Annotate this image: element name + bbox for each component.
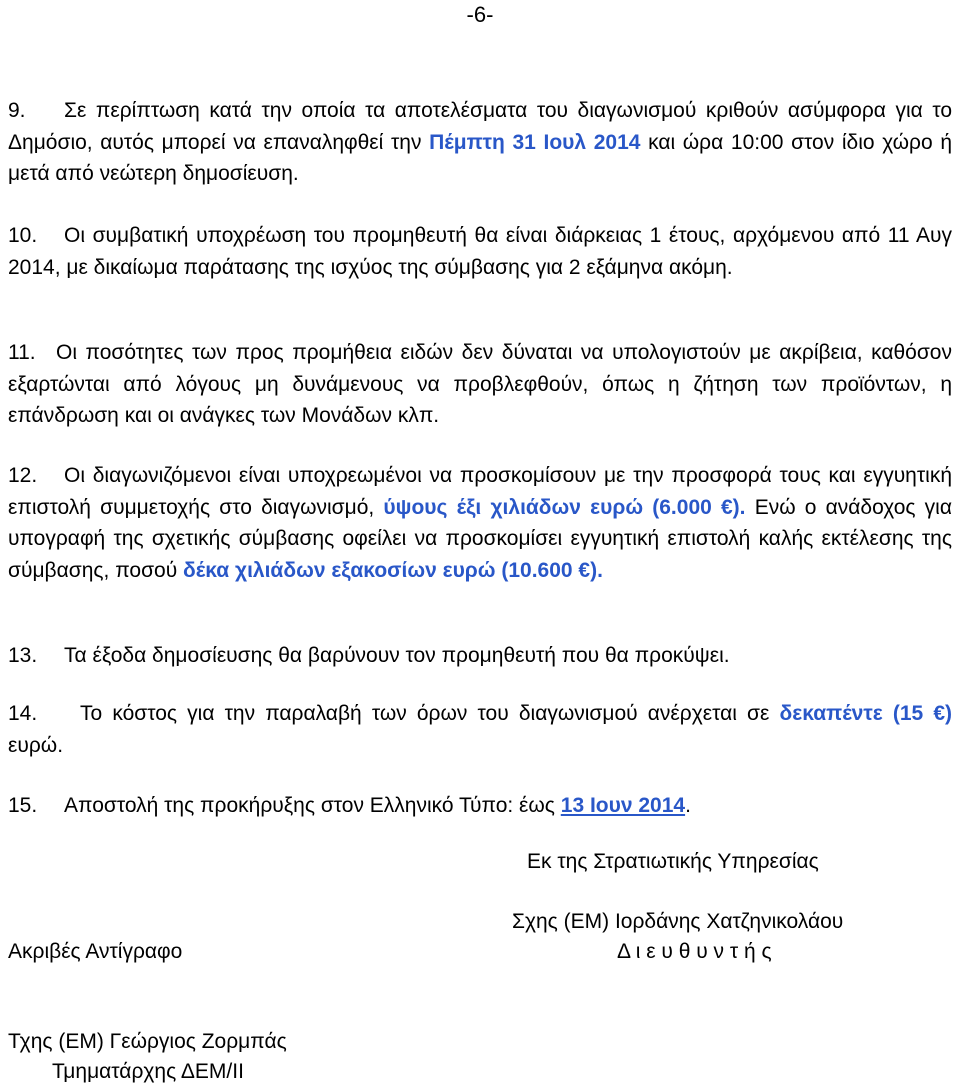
director-title: Δ ι ε υ θ υ ν τ ή ς: [617, 940, 772, 963]
paragraph-text: Οι ποσότητες των προς προμήθεια ειδών δεν δύναται να υπολογιστούν με ακρίβεια, καθόσον εξαρτώνται από λόγους μη δυνάμενους να προβλεφθούν, όπως η ζήτηση των προϊόντων, η επάνδρωση και οι ανάγκες των Μονάδων κλπ.: [8, 341, 952, 427]
paragraph-text: ευρώ.: [8, 733, 64, 757]
paragraph-text: Οι συμβατική υποχρέωση του προμηθευτή θα είναι διάρκειας 1 έτους, αρχόμενου από 11 Αυγ 2014, με δικαίωμα παράτασης της ισχύος της σύμβασης για 2 εξάμηνα ακόμη.: [8, 224, 952, 279]
paragraph-text: Ενώ ο ανάδοχος για υπογραφή της σχετικής σύμβασης οφείλει να προσκομίσει εγγυητική επιστολή καλής εκτέλεσης της σύμβασης, ποσού: [8, 495, 952, 582]
paragraph-number: 9.: [8, 99, 26, 122]
highlighted-amount: δεκαπέντε (15 €): [779, 702, 952, 725]
highlighted-date: Πέμπτη 31 Ιουλ 2014: [429, 130, 641, 154]
paragraph-number: 14.: [8, 702, 38, 725]
paragraph-text: Σε περίπτωση κατά την οποία τα αποτελέσματα του διαγωνισμού κριθούν ασύμφορα για το Δημόσιο, αυτός μπορεί να επαναληφθεί την: [8, 99, 952, 154]
highlighted-amount: ύψους έξι χιλιάδων ευρώ (6.000 €).: [383, 495, 746, 519]
paragraph-number: 13.: [8, 644, 38, 667]
paragraph-text: και ώρα 10:00 στον ίδιο χώρο ή μετά από νεώτερη δημοσίευση.: [8, 130, 953, 185]
paragraph-number: 10.: [8, 224, 38, 247]
paragraph-number: 12.: [8, 464, 38, 487]
director-name: Σχης (ΕΜ) Ιορδάνης Χατζηνικολάου: [512, 910, 844, 933]
signature-unit: Εκ της Στρατιωτικής Υπηρεσίας: [527, 850, 819, 873]
paragraph-9: [8, 95, 952, 190]
paragraph-number: 11.: [8, 341, 36, 364]
paragraph-text: .: [685, 794, 691, 817]
paragraph-text: Οι διαγωνιζόμενοι είναι υποχρεωμένοι να προσκομίσουν με την προσφορά τους και εγγυητική επιστολή συμμετοχής στο διαγωνισμό,: [8, 464, 952, 519]
paragraph-15: [8, 790, 952, 822]
paragraph-text: Τα έξοδα δημοσίευσης θα βαρύνουν τον προμηθευτή που θα προκύψει.: [64, 644, 730, 667]
highlighted-amount: δέκα χιλιάδων εξακοσίων ευρώ (10.600 €).: [183, 558, 603, 582]
true-copy-label: Ακριβές Αντίγραφο: [8, 940, 183, 963]
paragraph-text: Αποστολή της προκήρυξης στον Ελληνικό Τύπο: έως: [64, 794, 561, 817]
highlighted-date: 13 Ιουν 2014: [560, 794, 686, 817]
paragraph-13: [8, 640, 952, 672]
paragraph-14: [8, 698, 952, 761]
paragraph-text: Το κόστος για την παραλαβή των όρων του διαγωνισμού ανέρχεται σε: [80, 702, 780, 725]
paragraph-11: [8, 337, 952, 432]
paragraph-12: [8, 460, 952, 586]
section-head-title: Τμηματάρχης ΔΕΜ/ΙΙ: [52, 1060, 244, 1083]
page-number: -6-: [466, 2, 494, 27]
paragraph-number: 15.: [8, 794, 38, 817]
section-head-name: Τχης (ΕΜ) Γεώργιος Ζορμπάς: [8, 1030, 287, 1053]
paragraph-10: [8, 220, 952, 283]
